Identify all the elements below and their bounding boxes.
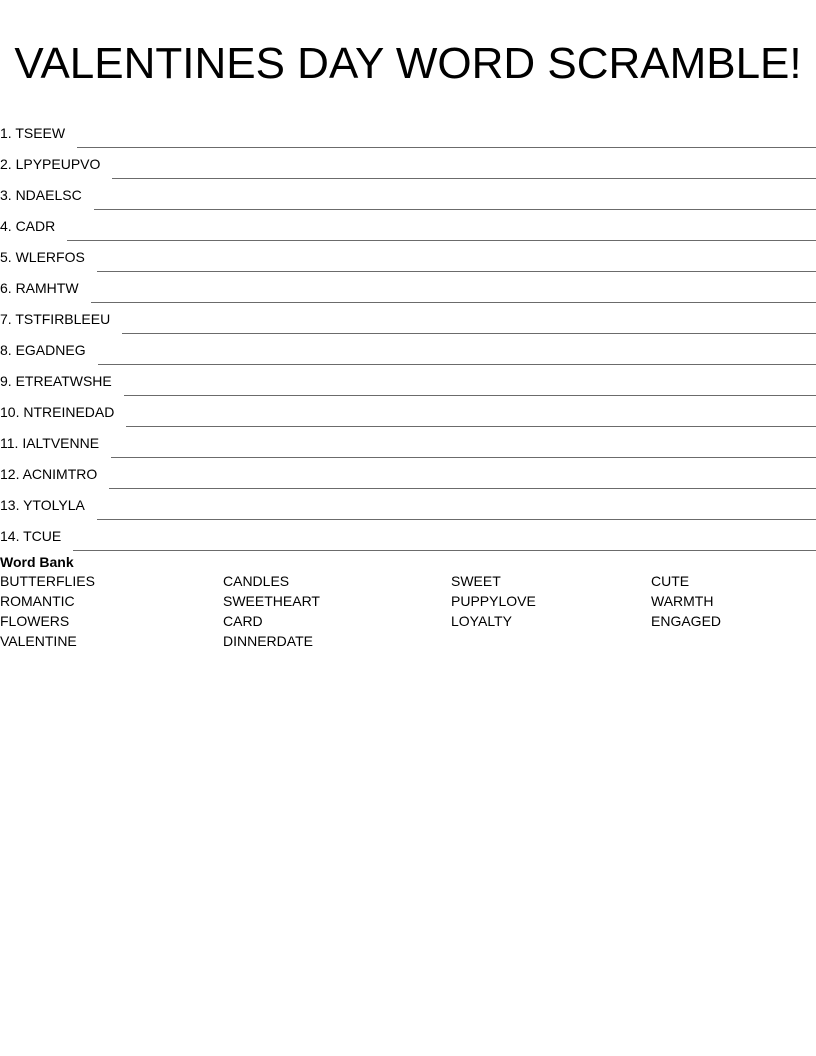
- scrambled-word: 3. NDAELSC: [0, 187, 82, 203]
- word-bank-word: VALENTINE: [0, 633, 77, 649]
- scrambled-word: 1. TSEEW: [0, 125, 66, 141]
- scrambled-word: 5. WLERFOS: [0, 249, 85, 265]
- word-bank-word: CARD: [223, 613, 263, 629]
- word-bank-row: [0, 611, 816, 631]
- word-bank: [0, 553, 816, 651]
- scrambled-word: 4. CADR: [0, 218, 56, 234]
- worksheet-title: VALENTINES DAY WORD SCRAMBLE!: [14, 39, 802, 88]
- answer-line[interactable]: [77, 137, 816, 148]
- answer-line[interactable]: [98, 354, 816, 365]
- word-bank-row: [0, 631, 816, 651]
- word-bank-word: CUTE: [651, 573, 690, 589]
- word-bank-word: FLOWERS: [0, 613, 70, 629]
- scrambled-word: 12. ACNIMTRO: [0, 466, 98, 482]
- answer-line[interactable]: [67, 230, 816, 241]
- scrambled-word: 9. ETREATWSHE: [0, 373, 112, 389]
- answer-line[interactable]: [94, 199, 816, 210]
- word-bank-word: LOYALTY: [451, 613, 512, 629]
- answer-line[interactable]: [122, 323, 816, 334]
- word-bank-word: BUTTERFLIES: [0, 573, 95, 589]
- answer-line[interactable]: [97, 261, 816, 272]
- word-bank-word: CANDLES: [223, 573, 290, 589]
- answer-line[interactable]: [73, 540, 816, 551]
- word-bank-word: SWEET: [451, 573, 501, 589]
- scramble-question-list: [0, 111, 816, 545]
- answer-line[interactable]: [126, 416, 816, 427]
- answer-line[interactable]: [91, 292, 816, 303]
- word-bank-row: [0, 571, 816, 591]
- word-bank-word: ROMANTIC: [0, 593, 75, 609]
- word-bank-word: SWEETHEART: [223, 593, 320, 609]
- word-bank-word: WARMTH: [651, 593, 714, 609]
- scrambled-word: 8. EGADNEG: [0, 342, 86, 358]
- word-bank-word: PUPPYLOVE: [451, 593, 536, 609]
- scrambled-word: 10. NTREINEDAD: [0, 404, 115, 420]
- question-row: [0, 111, 816, 142]
- scrambled-word: 11. IALTVENNE: [0, 435, 100, 451]
- scrambled-word: 2. LPYPEUPVO: [0, 156, 101, 172]
- word-bank-title: Word Bank: [0, 554, 74, 570]
- answer-line[interactable]: [97, 509, 816, 520]
- scrambled-word: 14. TCUE: [0, 528, 62, 544]
- scrambled-word: 6. RAMHTW: [0, 280, 79, 296]
- scrambled-word: 13. YTOLYLA: [0, 497, 85, 513]
- answer-line[interactable]: [124, 385, 816, 396]
- word-bank-word: ENGAGED: [651, 613, 722, 629]
- answer-line[interactable]: [111, 447, 816, 458]
- scrambled-word: 7. TSTFIRBLEEU: [0, 311, 111, 327]
- word-bank-row: [0, 591, 816, 611]
- answer-line[interactable]: [109, 478, 816, 489]
- word-bank-word: DINNERDATE: [223, 633, 313, 649]
- answer-line[interactable]: [112, 168, 816, 179]
